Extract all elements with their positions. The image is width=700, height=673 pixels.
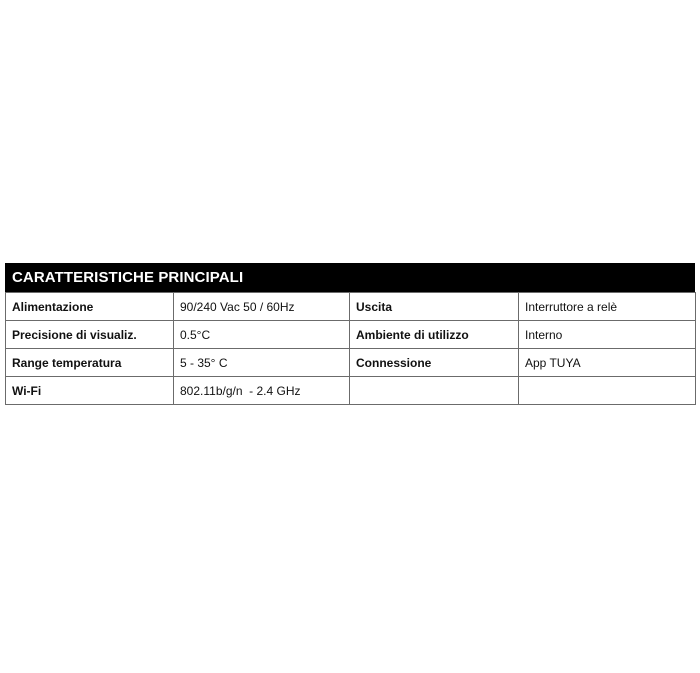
spec-label: Uscita: [350, 293, 519, 321]
spec-value: 0.5°C: [174, 321, 350, 349]
spec-table-block: [5, 263, 695, 405]
spec-value: Interruttore a relè: [519, 293, 696, 321]
spec-table-title: CARATTERISTICHE PRINCIPALI: [5, 263, 695, 292]
table-row: [6, 349, 696, 377]
spec-label: Alimentazione: [6, 293, 174, 321]
table-row: [6, 321, 696, 349]
spec-table: [5, 292, 696, 405]
spec-label: Range temperatura: [6, 349, 174, 377]
spec-value: [519, 377, 696, 405]
spec-value: 802.11b/g/n - 2.4 GHz: [174, 377, 350, 405]
spec-value: Interno: [519, 321, 696, 349]
table-row: [6, 377, 696, 405]
spec-label: Wi-Fi: [6, 377, 174, 405]
spec-value: 90/240 Vac 50 / 60Hz: [174, 293, 350, 321]
table-row: [6, 293, 696, 321]
spec-label: Ambiente di utilizzo: [350, 321, 519, 349]
spec-label: Connessione: [350, 349, 519, 377]
spec-label: [350, 377, 519, 405]
spec-value: App TUYA: [519, 349, 696, 377]
spec-label: Precisione di visualiz.: [6, 321, 174, 349]
spec-value: 5 - 35° C: [174, 349, 350, 377]
